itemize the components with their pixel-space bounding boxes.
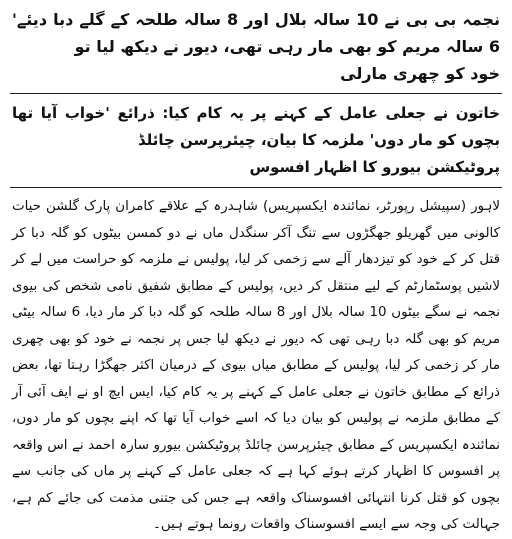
subheadline-divider xyxy=(10,187,502,188)
subheadline xyxy=(10,100,502,181)
headline-line-1: نجمہ بی بی نے 10 سالہ بلال اور 8 سالہ طلحہ کے گلے دبا دیئے' 6 سالہ مریم کو بھی مار رہی تھی، دیور نے دیکھ لیا تو xyxy=(12,10,501,56)
article-body: لاہور (سپیشل رپورٹر، نمائندہ ایکسپریس) شاہدرہ کے علاقے کامران پارک گلشن حیات کالونی میں گھریلو جھگڑوں سے تنگ آکر سنگدل ماں نے دو کمسن بیٹوں کو گلہ دبا کر قتل کر کے خود کو تیزدھار آلے سے زخمی کر لیا، پولیس نے ملزمہ کو حراست میں لے کر لاشیں پوسٹمارٹم کے لیے منتقل کر دیں، پولیس کے مطابق شفیق نامی شخص کی بیوی نجمہ نے سگے بیٹوں 10 سالہ بلال اور 8 سالہ طلحہ کو گلہ دبا کر مار دیا، 6 سالہ بیٹی مریم کو بھی گلہ دبا رہی تھی کہ دیور نے دیکھ لیا جس پر نجمہ نے خود کو بھی چھری مار کر زخمی کر لیا، پولیس کے مطابق میاں بیوی کے درمیان اکثر جھگڑا رہتا تھا، بعض ذرائع کے مطابق خاتون نے جعلی عامل کے کہنے پر یہ کام کیا، ایس ایچ او نے ایف آئی آر کے مطابق ملزمہ نے پولیس کو بیان دیا کہ اسے خواب آیا تھا کہ اپنے بچوں کو مار دوں، نمائندہ ایکسپریس کے مطابق چیئرپرسن چائلڈ پروٹیکشن بیورو سارہ احمد نے اس واقعہ پر افسوس کا اظہار کرتے ہوئے کہا ہے کہ جعلی عامل کے کہنے پر ماں کی جانب سے بچوں کو قتل کرنا انتہائی افسوسناک واقعہ ہے جس کی جتنی مذمت کی جائے کم ہے، جہالت کی وجہ سے ایسے افسوسناک واقعات رونما ہوتے ہیں۔ xyxy=(12,199,500,532)
subheadline-line-1: خاتون نے جعلی عامل کے کہنے پر یہ کام کیا: ذرائع 'خواب آیا تھا بچوں کو مار دوں' ملزمہ کا بیان، چیئرپرسن چائلڈ xyxy=(12,104,500,149)
subheadline-line-2: پروٹیکشن بیورو کا اظہار افسوس xyxy=(249,158,500,176)
headline-divider xyxy=(10,93,502,94)
headline-line-2: خود کو چھری مارلی xyxy=(340,64,500,83)
headline xyxy=(10,6,502,87)
